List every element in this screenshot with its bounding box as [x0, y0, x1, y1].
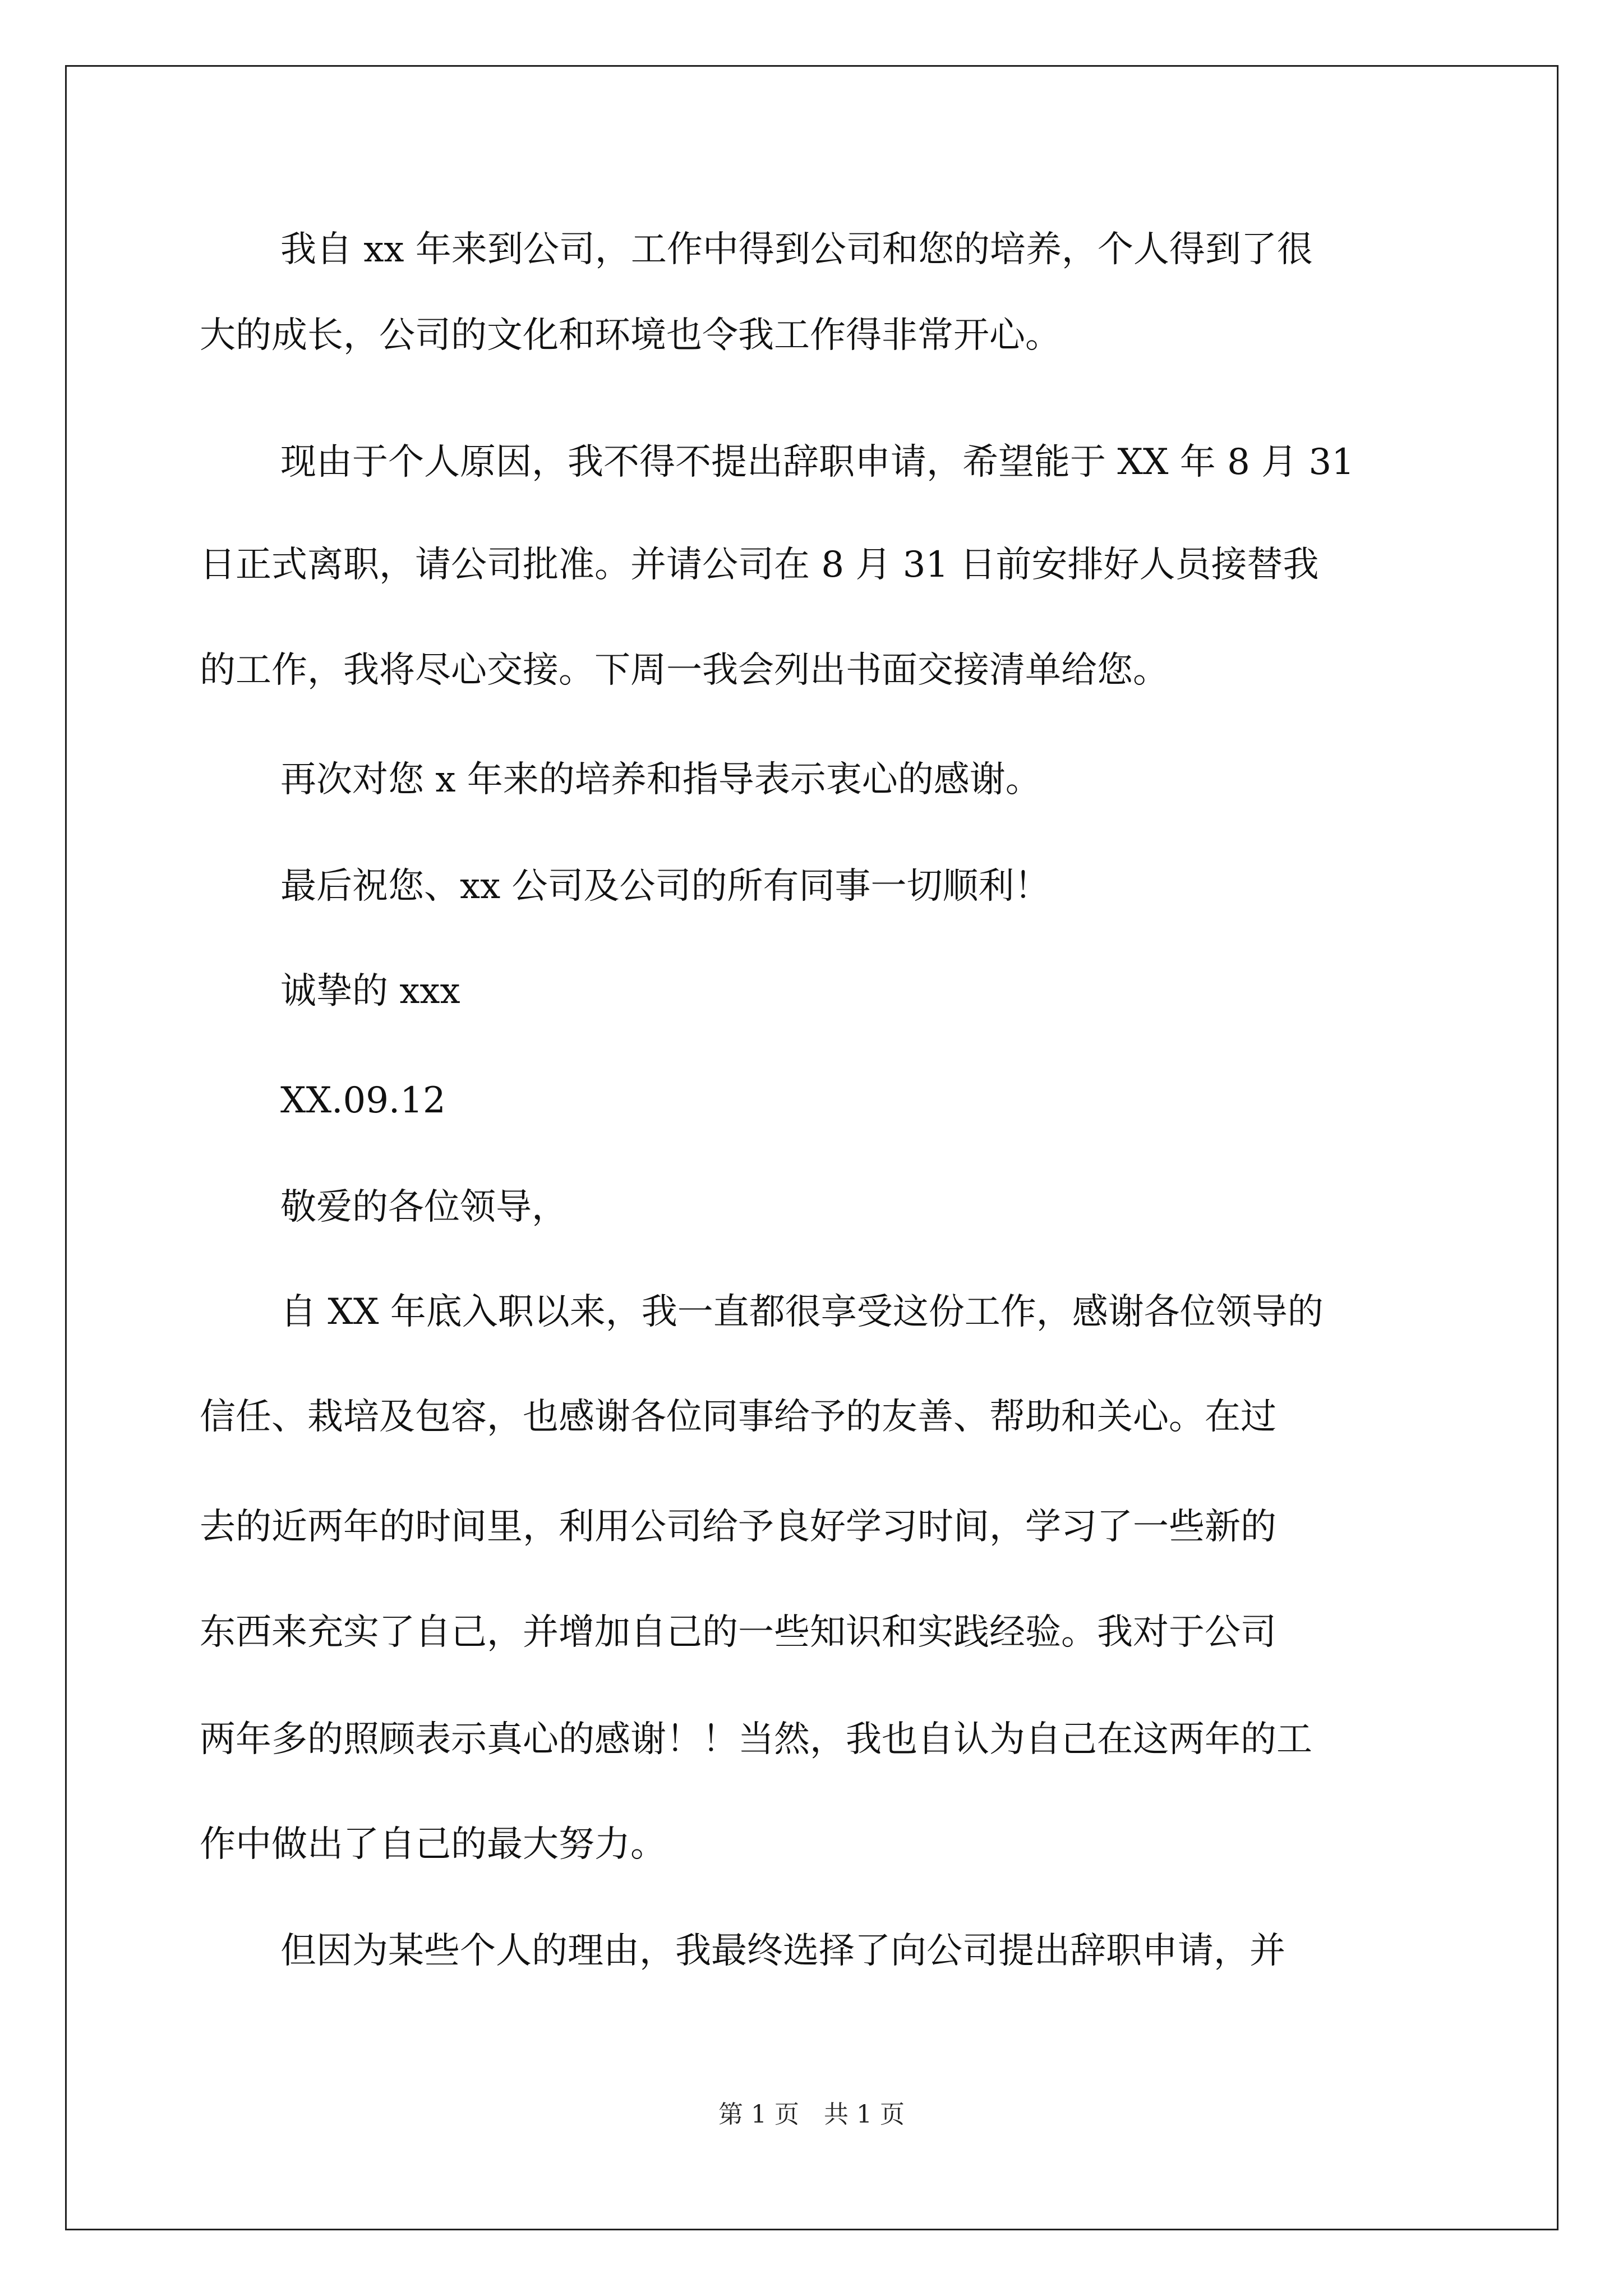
text-line: 信任、栽培及包容，也感谢各位同事给予的友善、帮助和关心。在过 — [200, 1396, 1276, 1438]
text-line: 但因为某些个人的理由，我最终选择了向公司提出辞职申请，并 — [280, 1930, 1285, 1972]
text-line: 诚挚的 xxx — [280, 970, 460, 1012]
text-line: 敬爱的各位领导， — [280, 1186, 568, 1228]
text-line: 我自 xx 年来到公司，工作中得到公司和您的培养，个人得到了很 — [280, 229, 1313, 270]
text-line: 自 XX 年底入职以来，我一直都很享受这份工作，感谢各位领导的 — [280, 1291, 1324, 1333]
text-line: 最后祝您、xx 公司及公司的所有同事一切顺利！ — [280, 866, 1050, 907]
text-line: 日正式离职，请公司批准。并请公司在 8 月 31 日前安排好人员接替我 — [200, 544, 1319, 586]
text-line: 再次对您 x 年来的培养和指导表示衷心的感谢。 — [280, 759, 1041, 800]
text-line: 去的近两年的时间里，利用公司给予良好学习时间，学习了一些新的 — [200, 1506, 1276, 1548]
text-line: 两年多的照顾表示真心的感谢！！当然，我也自认为自己在这两年的工 — [200, 1719, 1312, 1760]
page-frame — [65, 65, 1559, 2230]
text-line: XX.09.12 — [280, 1080, 446, 1121]
text-line: 作中做出了自己的最大努力。 — [200, 1824, 666, 1865]
text-line: 东西来充实了自己，并增加自己的一些知识和实践经验。我对于公司 — [200, 1612, 1276, 1653]
text-line: 大的成长，公司的文化和环境也令我工作得非常开心。 — [200, 315, 1061, 356]
text-line: 的工作，我将尽心交接。下周一我会列出书面交接清单给您。 — [200, 650, 1169, 691]
text-line: 现由于个人原因，我不得不提出辞职申请，希望能于 XX 年 8 月 31 — [280, 441, 1354, 483]
page-number-footer: 第 1 页 共 1 页 — [718, 2100, 905, 2129]
